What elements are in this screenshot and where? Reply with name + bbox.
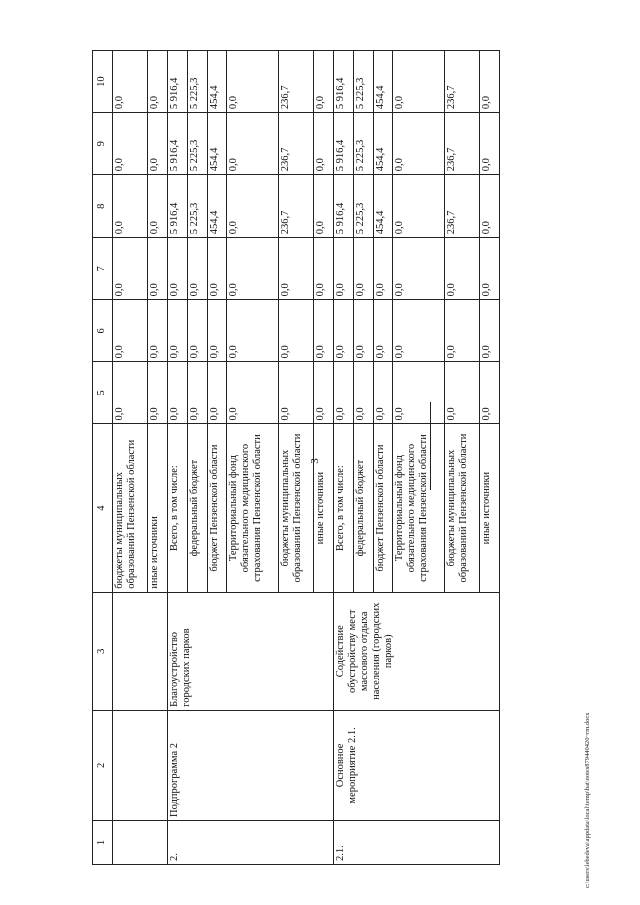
value-cell: 0,0 xyxy=(393,113,444,175)
value-cell: 454,4 xyxy=(207,51,227,113)
value-cell: 0,0 xyxy=(148,175,168,238)
funding-source: иные источники xyxy=(480,424,500,592)
value-cell: 0,0 xyxy=(314,362,334,424)
column-number: 2 xyxy=(93,710,113,820)
value-cell: 0,0 xyxy=(278,238,314,300)
value-cell: 0,0 xyxy=(112,175,148,238)
funding-source: федеральный бюджет xyxy=(187,424,207,592)
value-cell: 0,0 xyxy=(480,238,500,300)
value-cell: 0,0 xyxy=(148,113,168,175)
value-cell: 0,0 xyxy=(207,362,227,424)
value-cell: 5 225,3 xyxy=(353,113,373,175)
value-cell: 0,0 xyxy=(373,300,393,362)
value-cell: 0,0 xyxy=(334,238,354,300)
value-cell: 0,0 xyxy=(112,238,148,300)
value-cell: 0,0 xyxy=(393,362,444,424)
funding-source: бюджеты муниципальных образований Пензенской области xyxy=(278,424,314,592)
row-number-cell: 2. xyxy=(168,820,334,864)
value-cell: 0,0 xyxy=(168,362,188,424)
value-cell: 5 916,4 xyxy=(168,51,188,113)
column-number: 9 xyxy=(93,113,113,175)
value-cell: 0,0 xyxy=(168,300,188,362)
funding-source: бюджет Пензенской области xyxy=(373,424,393,592)
column-number: 3 xyxy=(93,592,113,710)
value-cell: 0,0 xyxy=(480,113,500,175)
funding-source: Территориальный фонд обязательного медицинского страхования Пензенской области xyxy=(393,424,444,592)
value-cell: 236,7 xyxy=(278,51,314,113)
budget-table-container xyxy=(92,50,500,865)
value-cell: 0,0 xyxy=(314,113,334,175)
value-cell: 5 916,4 xyxy=(168,113,188,175)
value-cell: 5 916,4 xyxy=(334,51,354,113)
value-cell: 0,0 xyxy=(187,238,207,300)
value-cell: 454,4 xyxy=(373,175,393,238)
funding-source: Территориальный фонд обязательного медицинского страхования Пензенской области xyxy=(227,424,278,592)
value-cell: 0,0 xyxy=(278,300,314,362)
value-cell: 0,0 xyxy=(353,238,373,300)
value-cell: 0,0 xyxy=(393,300,444,362)
column-number: 4 xyxy=(93,424,113,592)
value-cell: 0,0 xyxy=(480,51,500,113)
value-cell: 0,0 xyxy=(314,300,334,362)
value-cell: 0,0 xyxy=(112,51,148,113)
page-number: 3 xyxy=(308,458,321,464)
value-cell: 0,0 xyxy=(444,238,480,300)
value-cell: 0,0 xyxy=(227,113,278,175)
program-name-cell: Подпрограмма 2 xyxy=(168,710,334,820)
value-cell: 5 225,3 xyxy=(187,51,207,113)
funding-source: федеральный бюджет xyxy=(353,424,373,592)
funding-source: иные источники xyxy=(148,424,168,592)
table-row xyxy=(334,51,354,865)
value-cell: 0,0 xyxy=(353,362,373,424)
value-cell: 0,0 xyxy=(278,362,314,424)
value-cell: 0,0 xyxy=(444,362,480,424)
value-cell: 0,0 xyxy=(187,300,207,362)
value-cell: 0,0 xyxy=(148,238,168,300)
value-cell: 0,0 xyxy=(148,51,168,113)
footer-file-path: c:\users\lebedeva\appdata\local\temp\bat\notes879440420~rm.docx xyxy=(584,712,591,888)
value-cell: 5 225,3 xyxy=(353,51,373,113)
value-cell: 0,0 xyxy=(314,238,334,300)
value-cell: 0,0 xyxy=(227,238,278,300)
program-name-cell: Основное мероприятие 2.1. xyxy=(334,710,500,820)
column-number: 8 xyxy=(93,175,113,238)
value-cell: 0,0 xyxy=(334,362,354,424)
column-number: 10 xyxy=(93,51,113,113)
column-number: 5 xyxy=(93,362,113,424)
value-cell: 236,7 xyxy=(444,51,480,113)
value-cell: 0,0 xyxy=(207,238,227,300)
funding-source: бюджеты муниципальных образований Пензенской области xyxy=(444,424,480,592)
value-cell: 454,4 xyxy=(207,175,227,238)
value-cell: 5 225,3 xyxy=(353,175,373,238)
value-cell: 0,0 xyxy=(393,51,444,113)
value-cell: 5 225,3 xyxy=(187,175,207,238)
program-name-cell xyxy=(112,710,167,820)
value-cell: 0,0 xyxy=(480,300,500,362)
value-cell: 0,0 xyxy=(480,175,500,238)
funding-source: иные источники xyxy=(314,424,334,592)
value-cell: 0,0 xyxy=(314,175,334,238)
funding-source: бюджет Пензенской области xyxy=(207,424,227,592)
column-number: 6 xyxy=(93,300,113,362)
program-description-cell: Содействие обустройству мест массового отдыха населения (городских парков) xyxy=(334,592,500,710)
value-cell: 5 916,4 xyxy=(334,175,354,238)
value-cell: 236,7 xyxy=(444,113,480,175)
value-cell: 0,0 xyxy=(187,362,207,424)
column-number: 1 xyxy=(93,820,113,864)
column-number-row xyxy=(93,51,113,865)
row-number-cell: 2.1. xyxy=(334,820,500,864)
value-cell: 0,0 xyxy=(353,300,373,362)
value-cell: 0,0 xyxy=(227,51,278,113)
value-cell: 0,0 xyxy=(112,362,148,424)
value-cell: 454,4 xyxy=(373,113,393,175)
value-cell: 0,0 xyxy=(314,51,334,113)
value-cell: 0,0 xyxy=(227,300,278,362)
value-cell: 0,0 xyxy=(373,238,393,300)
value-cell: 5 916,4 xyxy=(168,175,188,238)
program-description-cell xyxy=(112,592,167,710)
funding-source: Всего, в том числе: xyxy=(168,424,188,592)
budget-table xyxy=(92,50,500,865)
value-cell: 236,7 xyxy=(444,175,480,238)
value-cell: 0,0 xyxy=(393,175,444,238)
value-cell: 5 225,3 xyxy=(187,113,207,175)
value-cell: 236,7 xyxy=(278,113,314,175)
value-cell: 454,4 xyxy=(373,51,393,113)
table-row xyxy=(112,51,148,865)
value-cell: 236,7 xyxy=(278,175,314,238)
value-cell: 0,0 xyxy=(334,300,354,362)
value-cell: 0,0 xyxy=(148,300,168,362)
program-description-cell: Благоустройство городских парков xyxy=(168,592,334,710)
value-cell: 0,0 xyxy=(148,362,168,424)
value-cell: 0,0 xyxy=(480,362,500,424)
table-row xyxy=(168,51,188,865)
value-cell: 0,0 xyxy=(444,300,480,362)
funding-source: бюджеты муниципальных образований Пензенской области xyxy=(112,424,148,592)
value-cell: 5 916,4 xyxy=(334,113,354,175)
value-cell: 0,0 xyxy=(373,362,393,424)
value-cell: 454,4 xyxy=(207,113,227,175)
value-cell: 0,0 xyxy=(112,300,148,362)
value-cell: 0,0 xyxy=(168,238,188,300)
value-cell: 0,0 xyxy=(207,300,227,362)
column-number: 7 xyxy=(93,238,113,300)
value-cell: 0,0 xyxy=(227,175,278,238)
value-cell: 0,0 xyxy=(112,113,148,175)
funding-source: Всего, в том числе: xyxy=(334,424,354,592)
value-cell: 0,0 xyxy=(227,362,278,424)
value-cell: 0,0 xyxy=(393,238,444,300)
row-number-cell xyxy=(112,820,167,864)
